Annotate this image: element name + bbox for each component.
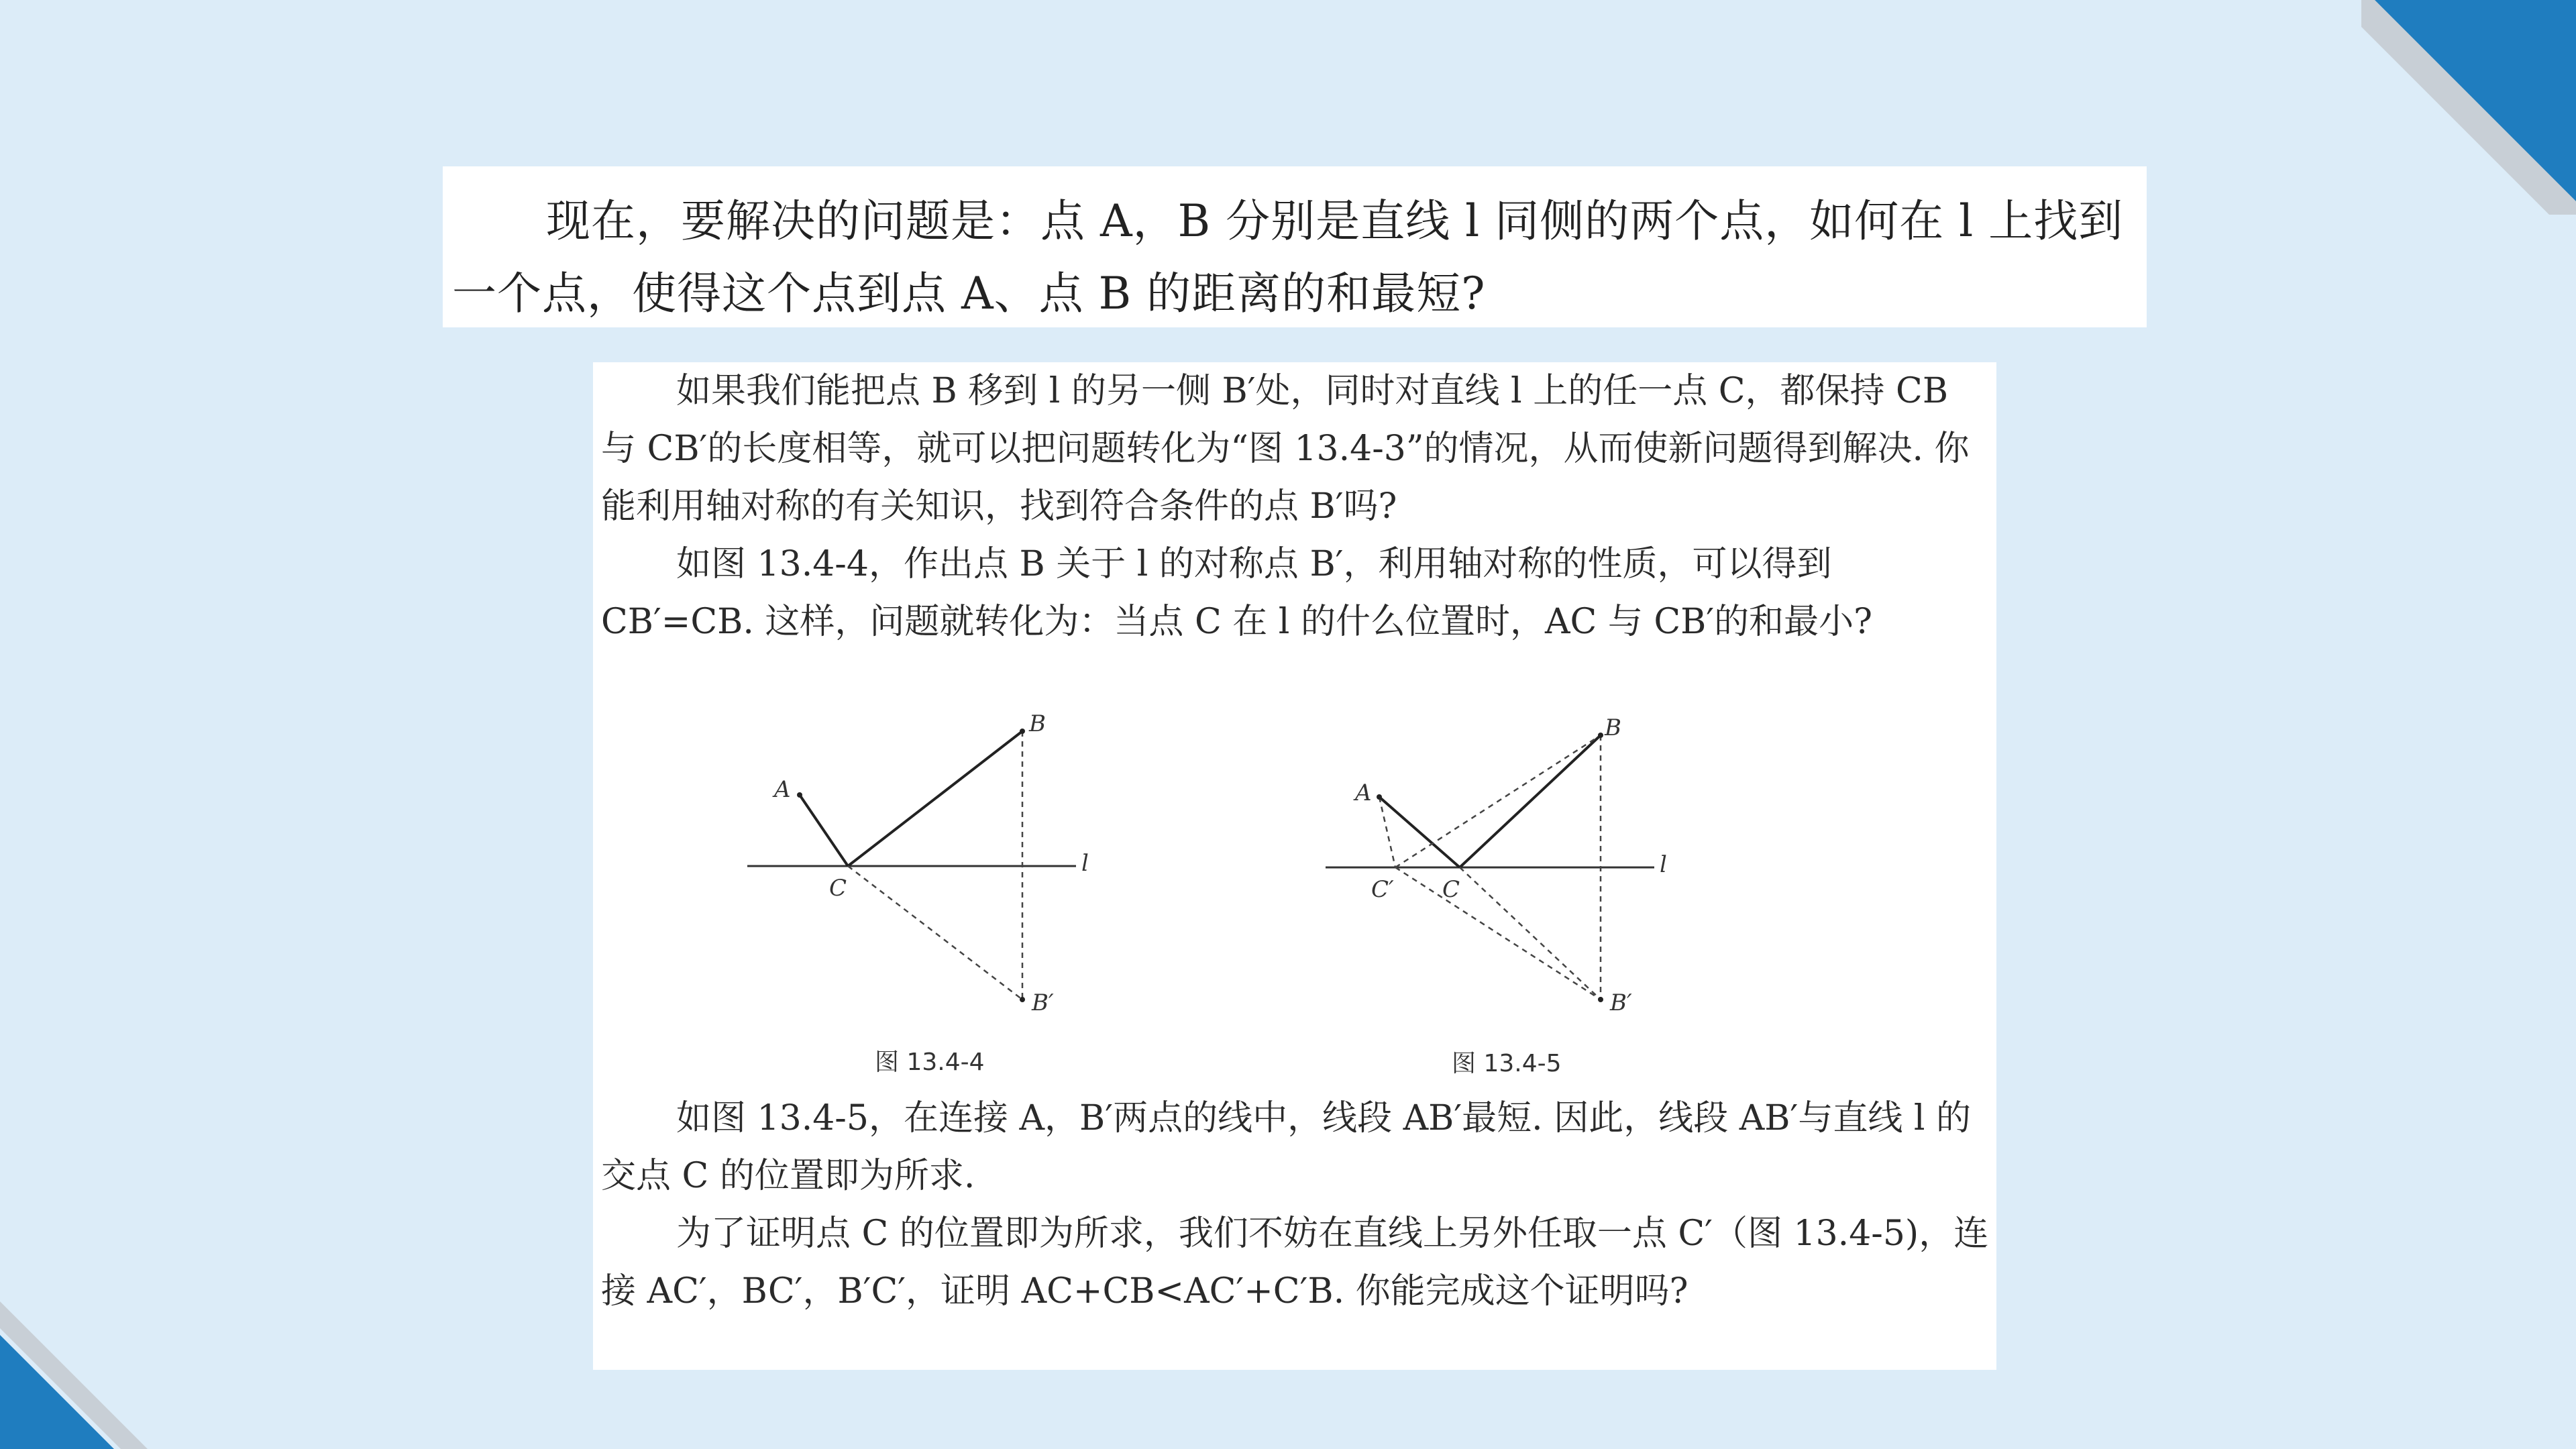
label-c: C (1442, 876, 1460, 903)
label-a: A (1355, 780, 1372, 806)
paragraph-4: 为了证明点 C 的位置即为所求，我们不妨在直线上另外任取一点 C′（图 13.4-5)，连接 AC′，BC′，B′C′，证明 AC+CB<AC′+C′B. 你能完成这个证明吗? (601, 1214, 1989, 1311)
segment-cb (848, 731, 1022, 866)
paragraphs-bottom (601, 1089, 1990, 1320)
label-bp: B′ (1032, 989, 1054, 1016)
problem-box (443, 166, 2147, 327)
label-l: l (1081, 850, 1089, 877)
point-bp (1020, 997, 1025, 1002)
paragraph-3: 如图 13.4-5，在连接 A，B′两点的线中，线段 AB′最短. 因此，线段 AB′与直线 l 的交点 C 的位置即为所求. (601, 1098, 1972, 1196)
geometry-figures (593, 703, 1996, 1079)
point-a (1377, 794, 1382, 800)
paragraph-1: 如果我们能把点 B 移到 l 的另一侧 B′处，同时对直线 l 上的任一点 C，都保持 CB 与 CB′的长度相等，就可以把问题转化为“图 13.4-3”的情况，从而使新问题得到解决. 你能利用轴对称的有关知识，找到符合条件的点 B′吗? (601, 371, 1970, 527)
point-bp (1598, 997, 1603, 1002)
figure-13-4-5 (1326, 714, 1667, 1016)
segment-ac (1379, 797, 1460, 867)
paragraphs-top (601, 362, 1990, 651)
textbook-excerpt (593, 362, 1996, 1370)
segment-cpbp-dashed (1395, 867, 1601, 1000)
caption-figure-13-4-5: 图 13.4-5 (1452, 1050, 1562, 1077)
label-b: B (1029, 710, 1046, 737)
caption-figure-13-4-4: 图 13.4-4 (875, 1049, 985, 1076)
label-l: l (1660, 851, 1667, 878)
label-bp: B′ (1610, 989, 1632, 1016)
problem-text: 现在，要解决的问题是：点 A，B 分别是直线 l 同侧的两个点，如何在 l 上找到一个点，使得这个点到点 A、点 B 的距离的和最短? (452, 195, 2124, 319)
segment-cbp-dashed (1460, 867, 1601, 1000)
segment-cb (1460, 735, 1601, 867)
label-cp: C′ (1371, 876, 1394, 903)
figures-row (593, 703, 1996, 1079)
corner-decoration-bottom-left (0, 1228, 221, 1449)
label-c: C (829, 875, 847, 902)
paragraph-2: 如图 13.4-4，作出点 B 关于 l 的对称点 B′，利用轴对称的性质，可以得到 CB′=CB. 这样，问题就转化为：当点 C 在 l 的什么位置时，AC 与 CB′的和最小? (601, 544, 1873, 642)
label-b: B (1605, 714, 1621, 741)
point-a (797, 792, 802, 798)
segment-ac (800, 795, 848, 866)
figure-13-4-4 (747, 710, 1089, 1016)
segment-cbp-dashed (848, 866, 1022, 1000)
segment-cpb-dashed (1395, 735, 1601, 867)
point-b (1020, 729, 1025, 734)
label-a: A (774, 776, 791, 803)
corner-decoration-top-right (2361, 0, 2576, 215)
point-b (1598, 733, 1603, 738)
